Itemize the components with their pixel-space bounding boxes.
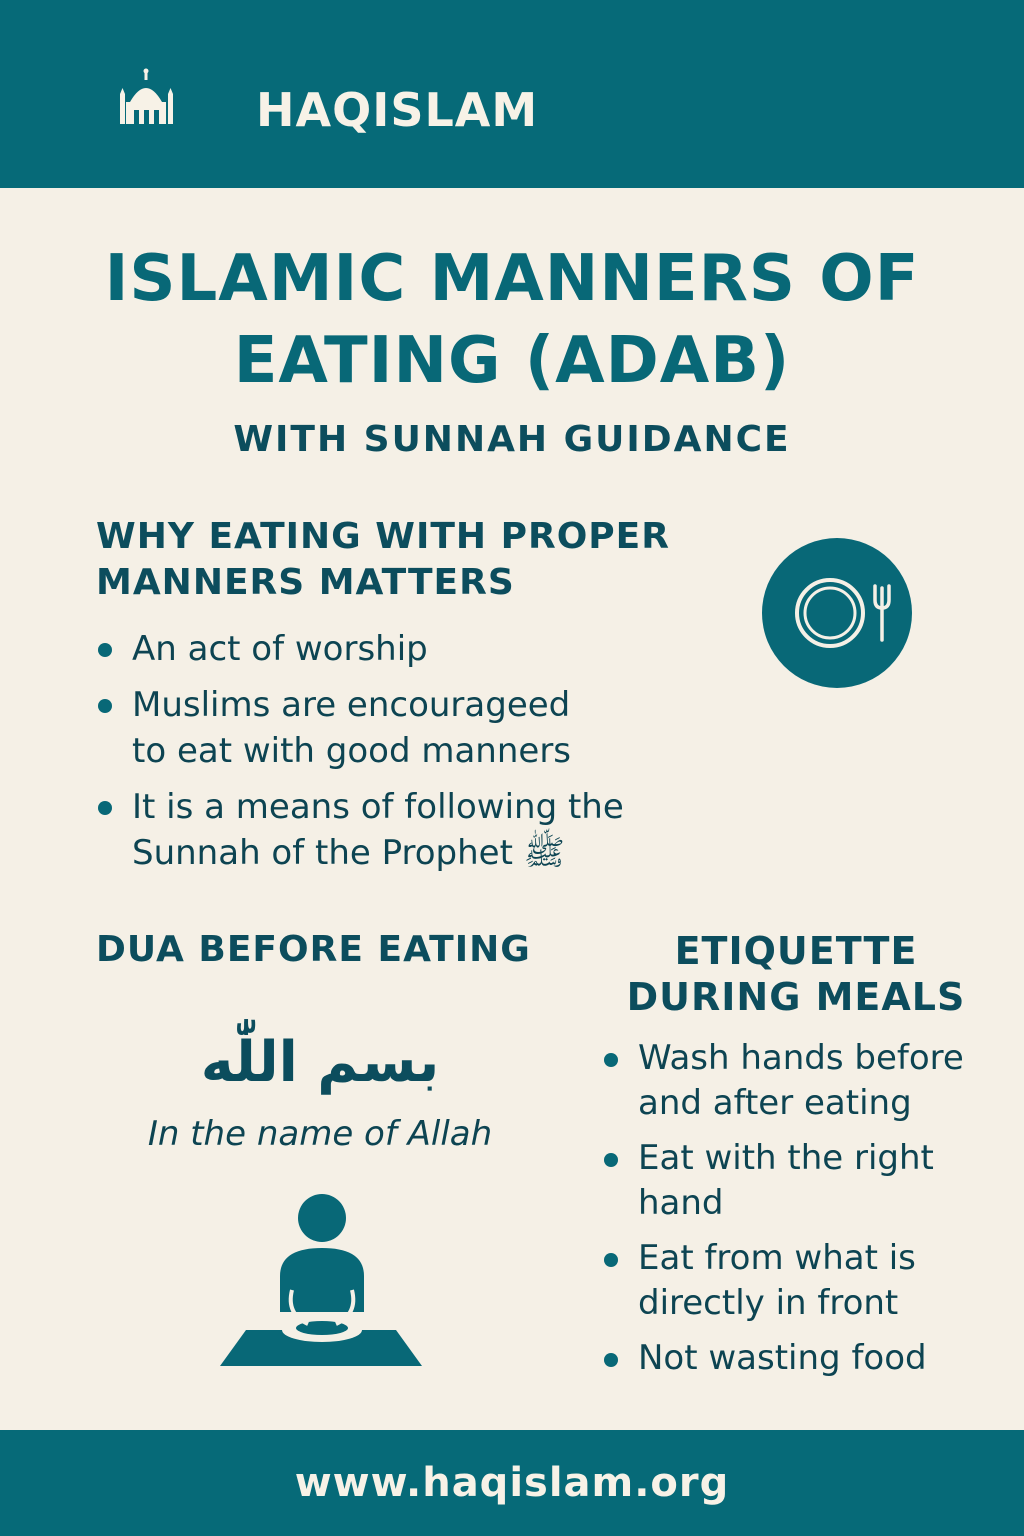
list-item: Not wasting food bbox=[602, 1336, 1002, 1381]
why-list bbox=[96, 626, 666, 886]
footer-banner bbox=[0, 1430, 1024, 1536]
why-heading-line-2: MANNERS MATTERS bbox=[96, 562, 515, 603]
etiquette-section-heading bbox=[606, 928, 986, 1020]
plate-fork-icon bbox=[762, 538, 912, 688]
title-line-1: ISLAMIC MANNERS OF bbox=[104, 242, 920, 316]
etiquette-list bbox=[602, 1036, 1002, 1391]
page-title bbox=[30, 238, 994, 402]
why-heading-line-1: WHY EATING WITH PROPER bbox=[96, 516, 670, 557]
crescent-mosque-icon bbox=[92, 44, 196, 148]
website-link[interactable]: www.haqislam.org bbox=[294, 1460, 730, 1506]
etiquette-heading-line-2: DURING MEALS bbox=[626, 975, 966, 1019]
list-item: Eat from what is directly in front bbox=[602, 1236, 1002, 1326]
arabic-dua: بسم اللّٰه bbox=[200, 1030, 440, 1095]
dua-translation: In the name of Allah bbox=[147, 1114, 493, 1154]
list-item: Wash hands before and after eating bbox=[602, 1036, 1002, 1126]
list-item: It is a means of following the Sunnah of the Prophet ﷺ bbox=[96, 784, 666, 876]
list-item: Muslims are encourageed to eat with good manners bbox=[96, 682, 666, 774]
brand-name: HAQISLAM bbox=[256, 83, 539, 137]
why-section-heading bbox=[96, 514, 716, 606]
person-eating-icon bbox=[218, 1190, 424, 1368]
title-line-2: EATING (ADAB) bbox=[233, 324, 791, 398]
dua-section-heading: DUA BEFORE EATING bbox=[96, 929, 531, 970]
list-item: An act of worship bbox=[96, 626, 666, 672]
header-banner bbox=[0, 0, 1024, 188]
etiquette-heading-line-1: ETIQUETTE bbox=[674, 929, 918, 973]
list-item: Eat with the right hand bbox=[602, 1136, 1002, 1226]
page-subtitle: WITH SUNNAH GUIDANCE bbox=[233, 419, 791, 460]
